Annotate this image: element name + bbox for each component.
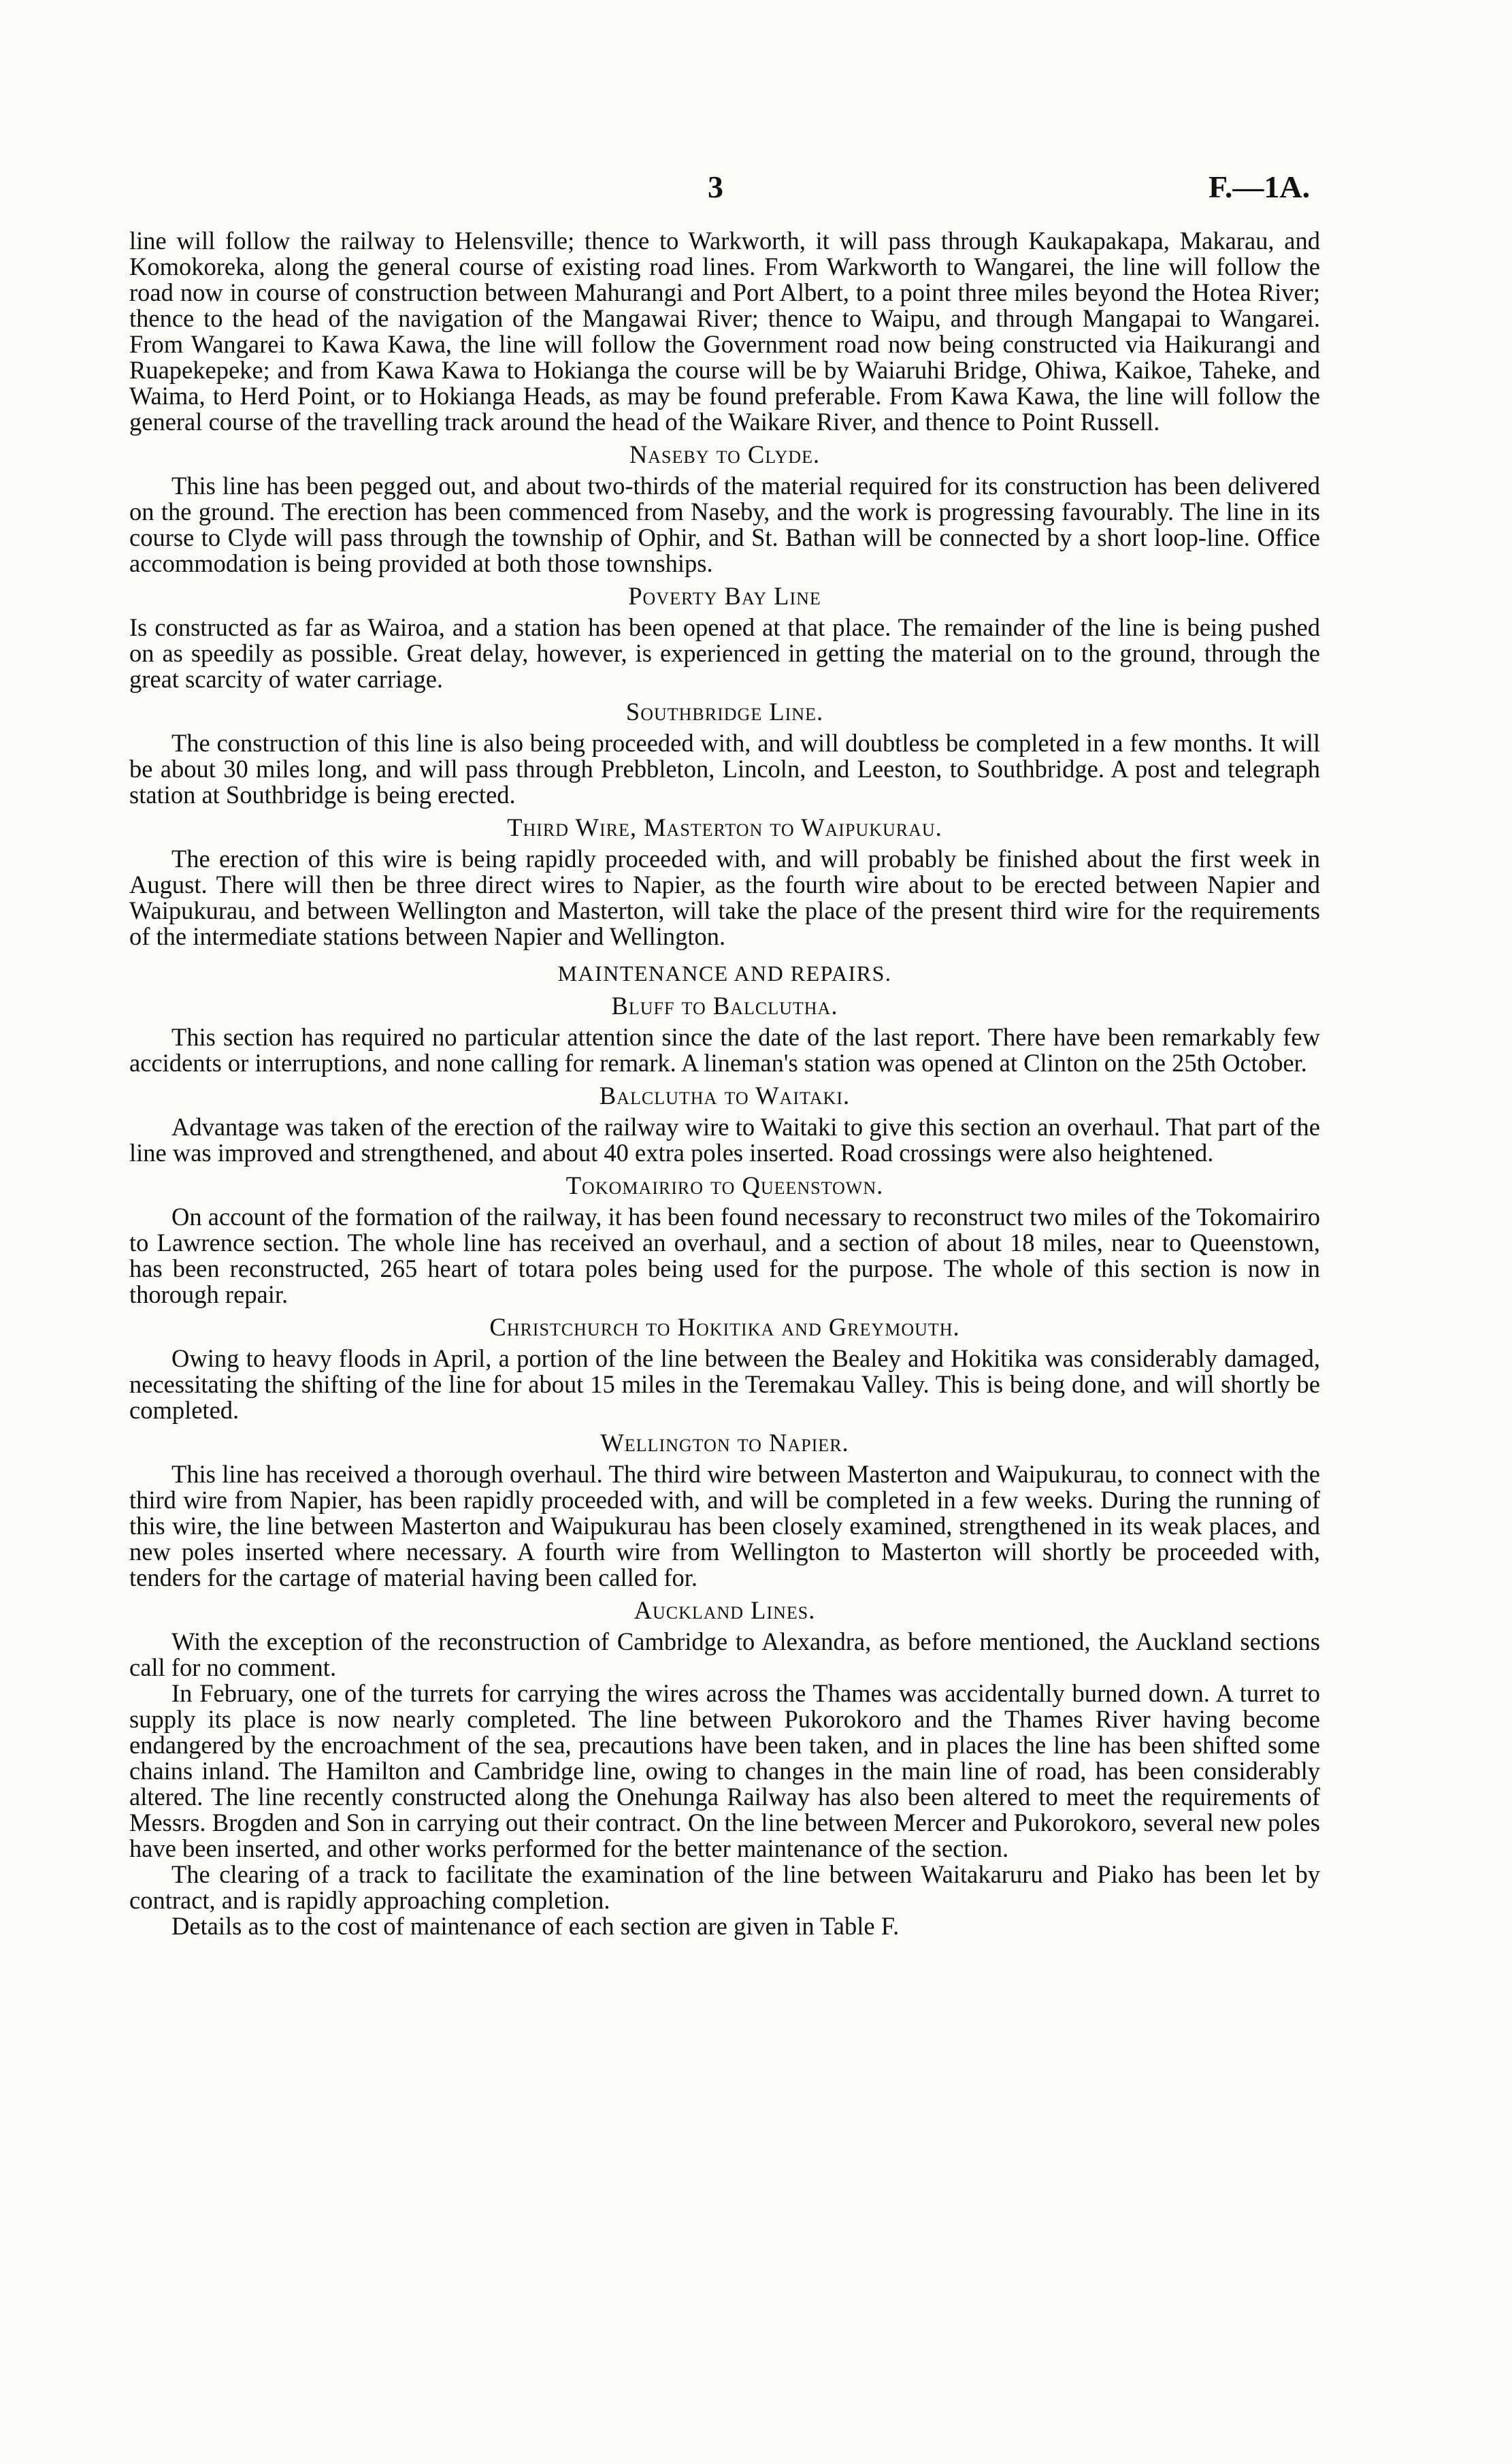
section-heading: Poverty Bay Line bbox=[628, 582, 821, 610]
section-heading: Naseby to Clyde. bbox=[629, 440, 821, 468]
page-number: 3 bbox=[708, 169, 723, 204]
section-heading: Wellington to Napier. bbox=[600, 1429, 849, 1457]
paragraph: line will follow the railway to Helensville; thence to Warkworth, it will pass through Kaukapakapa, Makarau, and Komokoreka, along the general course of existing road lines. From Warkworth to Wangarei, the line will follow the road now in course of construction between Mahurangi and Port Albert, to a point three miles beyond the Hotea River; thence to the head of the navigation of the Mangawai River; thence to Waipu, and through Mangapai to Wangarei. From Wangarei to Kawa Kawa, the line will follow the Government road now being constructed via Haikurangi and Ruapekepeke; and from Kawa Kawa to Hokianga the course will be by Waiaruhi Bridge, Ohiwa, Kaikoe, Taheke, and Waima, to Herd Point, or to Hokianga Heads, as may be found preferable. From Kawa Kawa, the line will follow the general course of the travelling track around the head of the Waikare River, and thence to Point Russell. bbox=[129, 227, 1320, 436]
page-header bbox=[0, 169, 1512, 210]
paragraph: This line has received a thorough overhaul. The third wire between Masterton and Waipukurau, to connect with the third wire from Napier, has been rapidly proceeded with, and will be completed in a few weeks. During the running of this wire, the line between Masterton and Waipukurau has been closely examined, strengthened in its weak places, and new poles inserted where necessary. A fourth wire from Wellington to Masterton will shortly be proceeded with, tenders for the cartage of material having been called for. bbox=[129, 1460, 1320, 1591]
major-heading: MAINTENANCE AND REPAIRS. bbox=[557, 961, 892, 986]
paragraph: The clearing of a track to facilitate the examination of the line between Waitakaruru and Piako has been let by contract, and is rapidly approaching completion. bbox=[129, 1860, 1320, 1914]
paragraph: This line has been pegged out, and about two-thirds of the material required for its construction has been delivered on the ground. The erection has been commenced from Naseby, and the work is progressing favourably. The line in its course to Clyde will pass through the township of Ophir, and St. Bathan will be connected by a short loop-line. Office accommodation is being provided at both those townships. bbox=[129, 472, 1320, 577]
paragraph: Details as to the cost of maintenance of each section are given in Table F. bbox=[171, 1912, 900, 1940]
paragraph: Is constructed as far as Wairoa, and a station has been opened at that place. The remainder of the line is being pushed on as speedily as possible. Great delay, however, is experienced in getting the material on to the ground, through the great scarcity of water carriage. bbox=[129, 613, 1320, 693]
section-heading: Southbridge Line. bbox=[625, 698, 824, 726]
paragraph: Advantage was taken of the erection of the railway wire to Waitaki to give this section an overhaul. That part of the line was improved and strengthened, and about 40 extra poles inserted. Road crossings were also heightened. bbox=[129, 1113, 1320, 1167]
section-heading: Bluff to Balclutha. bbox=[611, 992, 838, 1020]
section-heading: Auckland Lines. bbox=[634, 1596, 816, 1624]
paragraph: In February, one of the turrets for carrying the wires across the Thames was accidentally burned down. A turret to supply its place is now nearly completed. The line between Pukorokoro and the Thames River having become endangered by the encroachment of the sea, precautions have been taken, and in places the line has been shifted some chains inland. The Hamilton and Cambridge line, owing to changes in the main line of road, has been considerably altered. The line recently constructed along the Onehunga Railway has also been altered to meet the requirements of Messrs. Brogden and Son in carrying out their contract. On the line between Mercer and Pukorokoro, several new poles have been inserted, and other works performed for the better maintenance of the section. bbox=[129, 1679, 1320, 1862]
document-reference: F.—1A. bbox=[1209, 169, 1311, 204]
paragraph: The construction of this line is also being proceeded with, and will doubtless be completed in a few months. It will be about 30 miles long, and will pass through Prebbleton, Lincoln, and Leeston, to Southbridge. A post and telegraph station at Southbridge is being erected. bbox=[129, 729, 1320, 809]
document-body bbox=[129, 228, 1320, 1939]
paragraph: On account of the formation of the railway, it has been found necessary to reconstruct two miles of the Tokomairiro to Lawrence section. The whole line has received an overhaul, and a section of about 18 miles, near to Queenstown, has been reconstructed, 265 heart of totara poles being used for the purpose. The whole of this section is now in thorough repair. bbox=[129, 1203, 1320, 1308]
section-heading: Third Wire, Masterton to Waipukurau. bbox=[507, 813, 942, 841]
paragraph: Owing to heavy floods in April, a portion of the line between the Bealey and Hokitika was considerably damaged, necessitating the shifting of the line for about 15 miles in the Teremakau Valley. This is being done, and will shortly be completed. bbox=[129, 1344, 1320, 1424]
paragraph: With the exception of the reconstruction of Cambridge to Alexandra, as before mentioned, the Auckland sections call for no comment. bbox=[129, 1627, 1320, 1681]
section-heading: Christchurch to Hokitika and Greymouth. bbox=[489, 1313, 960, 1341]
section-heading: Tokomairiro to Queenstown. bbox=[565, 1171, 884, 1199]
paragraph: This section has required no particular attention since the date of the last report. There have been remarkably few accidents or interruptions, and none calling for remark. A lineman's station was opened at Clinton on the 25th October. bbox=[129, 1023, 1320, 1077]
paragraph: The erection of this wire is being rapidly proceeded with, and will probably be finished about the first week in August. There will then be three direct wires to Napier, as the fourth wire about to be erected between Napier and Waipukurau, and between Wellington and Masterton, will take the place of the present third wire for the requirements of the intermediate stations between Napier and Wellington. bbox=[129, 845, 1320, 950]
section-heading: Balclutha to Waitaki. bbox=[599, 1082, 851, 1109]
